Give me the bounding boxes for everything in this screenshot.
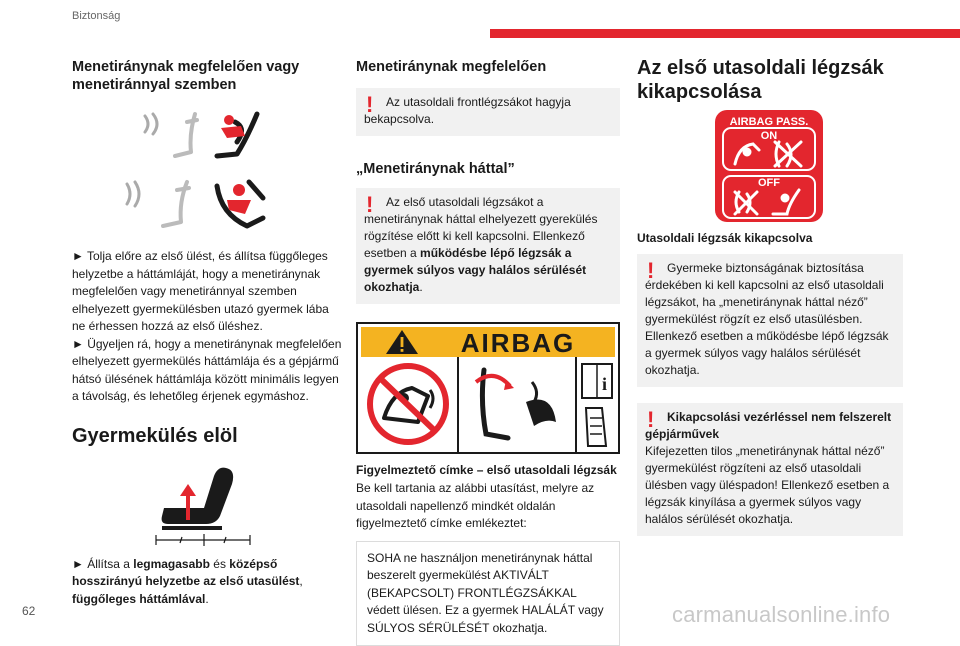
instruction-paragraph-2: ► Ügyeljen rá, hogy a menetiránynak megfelelően elhelyezett gyermekülés háttámlája és a gépjármű hátsó ülésének háttámlája között minimális legyen a távolság, és lehetőleg érjenek egymáshoz.: [72, 336, 344, 406]
watermark: carmanualsonline.info: [672, 602, 890, 628]
page-number: 62: [22, 604, 35, 618]
airbag-waves-icon: [127, 182, 139, 206]
warning-box-3: [637, 254, 903, 387]
bold-segment: legmagasabb: [133, 557, 210, 571]
text-segment: .: [419, 280, 422, 294]
seat-adjustment-illustration: [154, 464, 254, 546]
instruction-paragraph-1: ► Tolja előre az első ülést, és állítsa függőleges helyzetbe a háttámláját, hogy a menetiránynak megfelelően vagy menetiránnyal szemben elhelyezett gyermekülésben utazó gyermek lába ne érhessen hozzá az első üléshez.: [72, 248, 344, 336]
warning-exclamation-icon: !: [647, 260, 654, 282]
text-segment: ► Állítsa a: [72, 557, 133, 571]
text-segment: Az első utasoldali légzsákot a menetiránynak háttal elhelyezett gyerekülés rögzítése előtt ki kell kapcsolni. Ellenkező esetben a: [364, 195, 597, 260]
warning-exclamation-icon: !: [647, 409, 654, 431]
airbag-waves-icon: [145, 114, 157, 134]
longitudinal-scale: [156, 534, 250, 546]
bold-segment: középső hosszirányú helyzetbe az első utasülést: [72, 557, 299, 589]
instruction-paragraph-3: [72, 556, 344, 609]
warning-title: Kikapcsolási vezérléssel nem felszerelt gépjárművek: [645, 409, 895, 443]
warning-exclamation-icon: !: [366, 194, 373, 216]
warning-text: [364, 194, 612, 296]
heading-airbag-deactivation: Az első utasoldali légzsák kikapcsolása: [637, 56, 887, 104]
column-2: [356, 58, 620, 646]
warning-body: Kifejezetten tilos „menetiránynak háttal néző” gyermekülést rögzíteni az első utasoldali ülésben vagy üléspadon! Ellenkező esetben a légzsák kinyílása a gyermek súlyos vagy halálos sérülését okozhatja.: [645, 443, 895, 528]
front-seat-grey-icon: [175, 114, 197, 156]
indicator-caption: Utasoldali légzsák kikapcsolva: [637, 230, 903, 246]
indicator-on-label: ON: [761, 130, 778, 142]
airbag-warning-label: [356, 322, 620, 454]
svg-text:i: i: [602, 374, 607, 394]
text-segment: ,: [299, 574, 302, 588]
heading-front-child-seat: Gyermekülés elöl: [72, 424, 344, 448]
sun-visor-paragraph: Be kell tartania az alábbi utasítást, melyre az utasoldali napellenző mindkét oldalán figyelmeztető címke emlékeztet:: [356, 480, 620, 533]
section-header: Biztonság: [72, 10, 120, 22]
indicator-title: AIRBAG PASS.: [730, 116, 809, 128]
heading-forward-facing: Menetiránynak megfelelően: [356, 58, 620, 76]
front-seat-dark-icon: [162, 467, 234, 523]
child-red-icon: [227, 184, 251, 214]
warning-box-1: [356, 88, 620, 136]
column-3: [637, 56, 903, 536]
warning-box-2: [356, 188, 620, 304]
seat-rearward-illustration: [117, 174, 277, 236]
warning-box-4: [637, 403, 903, 536]
label-caption: Figyelmeztető címke – első utasoldali légzsák: [356, 462, 620, 478]
bold-segment: függőleges háttámlával: [72, 592, 205, 606]
warning-text: Gyermeke biztonságának biztosítása érdekében ki kell kapcsolni az első utasoldali légzsákot, ha „menetiránynak háttal néző” gyermekülést rögzít ez első utasülésben. Ellenkező esetben a működésbe lépő légzsák a gyermek súlyos vagy halálos sérülését okozhatja.: [645, 260, 895, 379]
heading-forward-or-rearward: Menetiránynak megfelelően vagy menetiránnyal szemben: [72, 58, 312, 94]
indicator-off-label: OFF: [758, 177, 780, 189]
bold-segment: működésbe lépő légzsák a gyermek súlyos vagy halálos sérülését okozhatja: [364, 246, 586, 294]
text-segment: .: [205, 592, 208, 606]
column-1: [72, 58, 344, 608]
front-seat-grey-icon: [163, 182, 189, 226]
seat-forward-illustration: [117, 108, 277, 166]
boxed-warning-text: SOHA ne használjon menetiránynak háttal beszerelt gyermekülést AKTIVÁLT (BEKAPCSOLT) FRONTLÉGZSÁKKAL védett ülésen. Ez a gyermek HALÁLÁT vagy SÚLYOS SÉRÜLÉSÉT okozhatja.: [356, 541, 620, 646]
text-segment: és: [210, 557, 229, 571]
airbag-pass-indicator: [713, 108, 825, 224]
header-accent-bar: [490, 29, 960, 38]
heading-rearward-facing: „Menetiránynak háttal”: [356, 160, 620, 178]
prohibited-rearward-seat-icon: [370, 366, 446, 442]
warning-text: Az utasoldali frontlégzsákot hagyja bekapcsolva.: [364, 94, 612, 128]
airbag-label-word: AIRBAG: [461, 328, 576, 358]
warning-exclamation-icon: !: [366, 94, 373, 116]
seat-rail: [162, 526, 222, 530]
